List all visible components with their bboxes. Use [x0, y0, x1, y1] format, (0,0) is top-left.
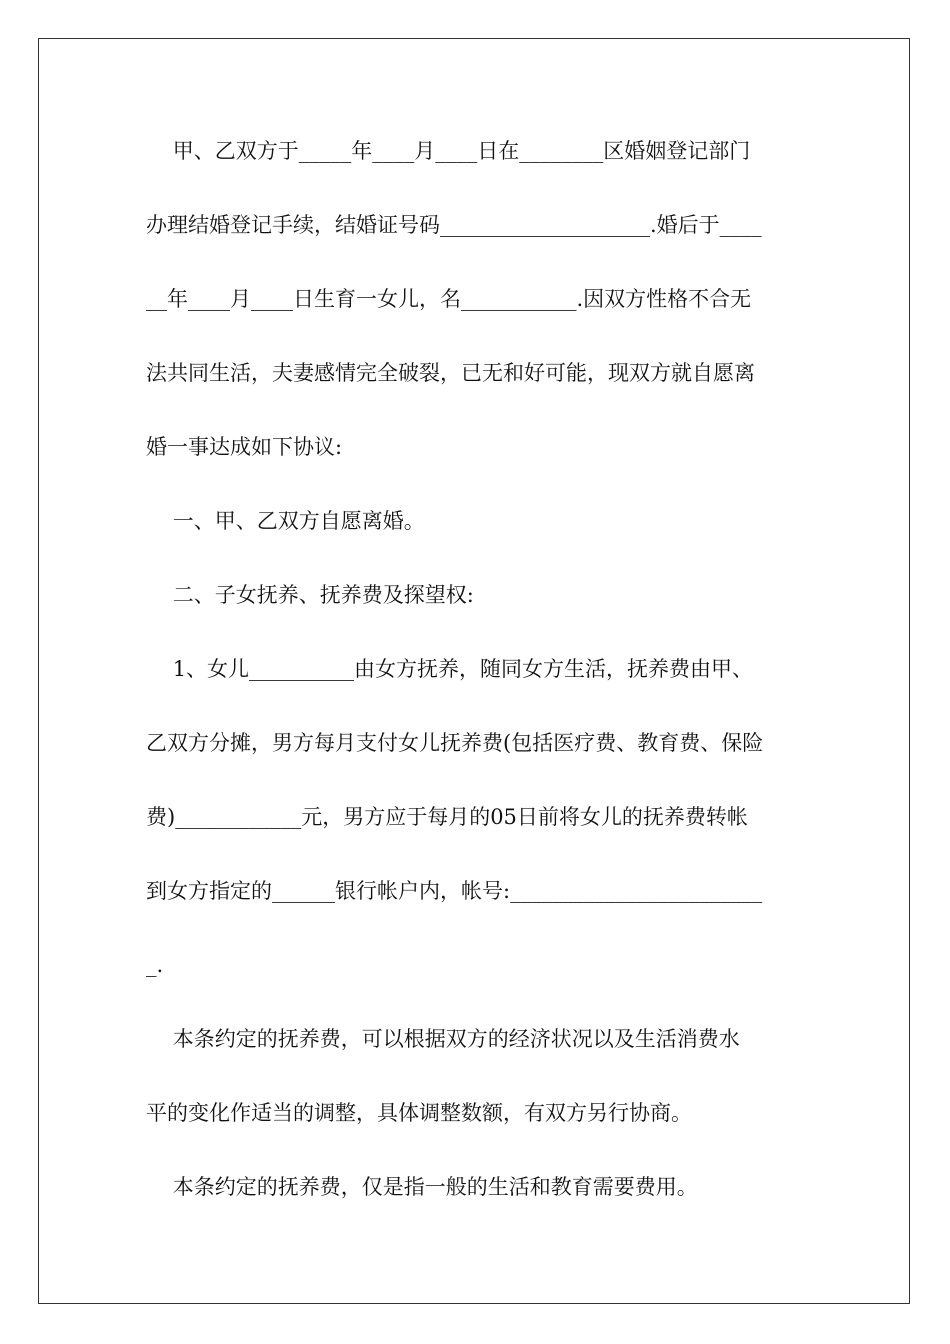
paragraph-line: 到女方指定的______银行帐户内，帐号:________________________ — [146, 879, 763, 903]
clause-heading: 一、甲、乙双方自愿离婚。 — [146, 509, 425, 533]
paragraph-line: 办理结婚登记手续，结婚证号码____________________.婚后于____ — [146, 213, 762, 237]
paragraph-line: __年____月____日生育一女儿，名___________.因双方性格不合无 — [146, 287, 752, 311]
paragraph-line: 本条约定的抚养费，仅是指一般的生活和教育需要费用。 — [146, 1175, 698, 1199]
clause-heading: 二、子女抚养、抚养费及探望权: — [146, 583, 474, 607]
paragraph-line: 1、女儿__________由女方抚养，随同女方生活，抚养费由甲、 — [146, 657, 754, 681]
paragraph-line: 法共同生活，夫妻感情完全破裂，已无和好可能，现双方就自愿离 — [146, 361, 755, 385]
paragraph-line: 乙双方分摊，男方每月支付女儿抚养费(包括医疗费、教育费、保险 — [146, 731, 764, 755]
paragraph-line: _. — [146, 953, 164, 977]
paragraph-line: 婚一事达成如下协议: — [146, 435, 343, 459]
paragraph-line: 甲、乙双方于_____年____月____日在________区婚姻登记部门 — [146, 139, 751, 163]
paragraph-line: 本条约定的抚养费，可以根据双方的经济状况以及生活消费水 — [146, 1027, 740, 1051]
paragraph-line: 费)____________元，男方应于每月的05日前将女儿的抚养费转帐 — [146, 805, 748, 829]
paragraph-line: 平的变化作适当的调整，具体调整数额，有双方另行协商。 — [146, 1101, 692, 1125]
